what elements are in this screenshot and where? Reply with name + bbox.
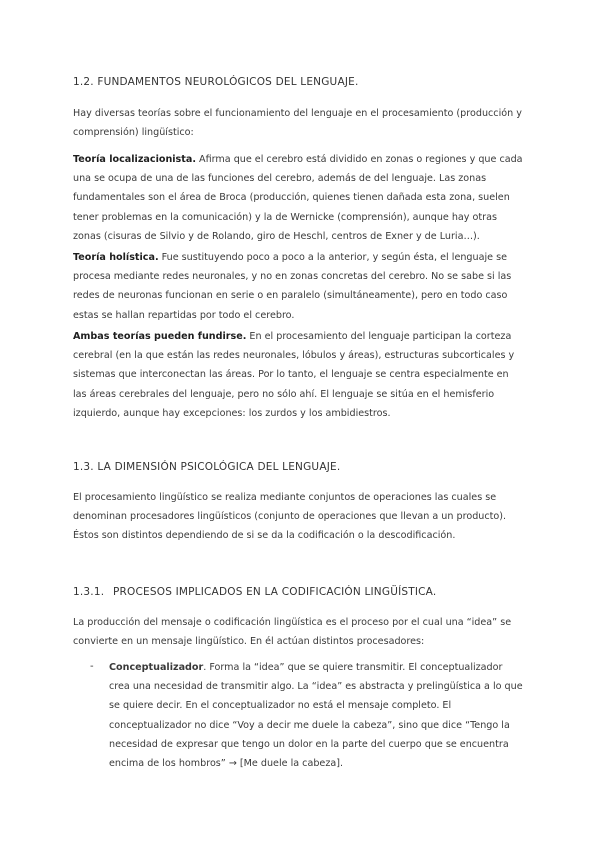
term-conceptualizador: Conceptualizador — [109, 662, 204, 673]
text-conceptualizador: . Forma la “idea” que se quiere transmitir. El conceptualizador crea una necesidad de transmitir algo. La “idea” es abstracta y prelingüística a lo que se quiere decir. En el conceptualizador no está el mensaje completo. El conceptualizador no dice “Voy a decir me duele la cabeza”, sino que dice “Tengo la necesidad de expresar que tengo un dolor en la parte del cuerpo que se encuentra encima de los hombros” → [Me duele la cabeza]. — [109, 662, 523, 770]
text-teoria-holistica: Fue sustituyendo poco a poco a la anterior, y según ésta, el lenguaje se procesa mediante redes neuronales, y no en zonas concretas del cerebro. No se sabe si las redes de neuronas funcionan en serie o en paralelo (simultáneamente), pero en todo caso estas se hallan repartidas por todo el cerebro. — [73, 252, 512, 321]
text-teoria-localizacionista: Afirma que el cerebro está dividido en zonas o regiones y que cada una se ocupa de una de las funciones del cerebro, además de del lenguaje. Las zonas fundamentales son el área de Broca (producción, quienes tienen dañada esta zona, suelen tener problemas en la comunicación) y la de Wernicke (comprensión), aunque hay otras zonas (cisuras de Silvio y de Rolando, giro de Heschl, centros de Exner y de Luria…). — [73, 154, 523, 242]
term-teoria-localizacionista: Teoría localizacionista. — [73, 154, 196, 165]
term-ambas-teorias: Ambas teorías pueden fundirse. — [73, 331, 247, 342]
section-heading-1-3-1 — [73, 586, 436, 598]
paragraph-intro: Hay diversas teorías sobre el funcionamiento del lenguaje en el procesamiento (producción y comprensión) lingüístico: — [73, 108, 522, 139]
paragraph-procesamiento: El procesamiento lingüístico se realiza mediante conjuntos de operaciones las cuales se denominan procesadores lingüísticos (conjunto de operaciones que llevan a un producto). Éstos son distintos dependiendo de si se da la codificación o la descodificación. — [73, 492, 507, 542]
paragraph-teoria-holistica — [73, 248, 525, 325]
text-ambas-teorias: En el procesamiento del lenguaje participan la corteza cerebral (en la que están las redes neuronales, lóbulos y áreas), estructuras subcorticales y sistemas que interconectan las áreas. Por lo tanto, el lenguaje se centra especialmente en las áreas cerebrales del lenguaje, pero no sólo ahí. El lenguaje se sitúa en el hemisferio izquierdo, aunque hay excepciones: los zurdos y los ambidiestros. — [73, 331, 515, 419]
bullet-conceptualizador — [109, 658, 525, 773]
section-number-1-3-1: 1.3.1. — [73, 586, 105, 598]
paragraph-teoria-localizacionista — [73, 150, 525, 246]
section-heading-1-2: 1.2. FUNDAMENTOS NEUROLÓGICOS DEL LENGUAJE. — [73, 76, 359, 88]
bullet-dash: - — [90, 661, 94, 672]
section-title-1-3-1: PROCESOS IMPLICADOS EN LA CODIFICACIÓN LINGÜÍSTICA. — [113, 586, 437, 598]
paragraph-produccion: La producción del mensaje o codificación lingüística es el proceso por el cual una “idea” se convierte en un mensaje lingüístico. En él actúan distintos procesadores: — [73, 617, 512, 648]
paragraph-ambas-teorias — [73, 327, 525, 423]
term-teoria-holistica: Teoría holística. — [73, 252, 159, 263]
section-heading-1-3: 1.3. LA DIMENSIÓN PSICOLÓGICA DEL LENGUAJE. — [73, 461, 341, 473]
